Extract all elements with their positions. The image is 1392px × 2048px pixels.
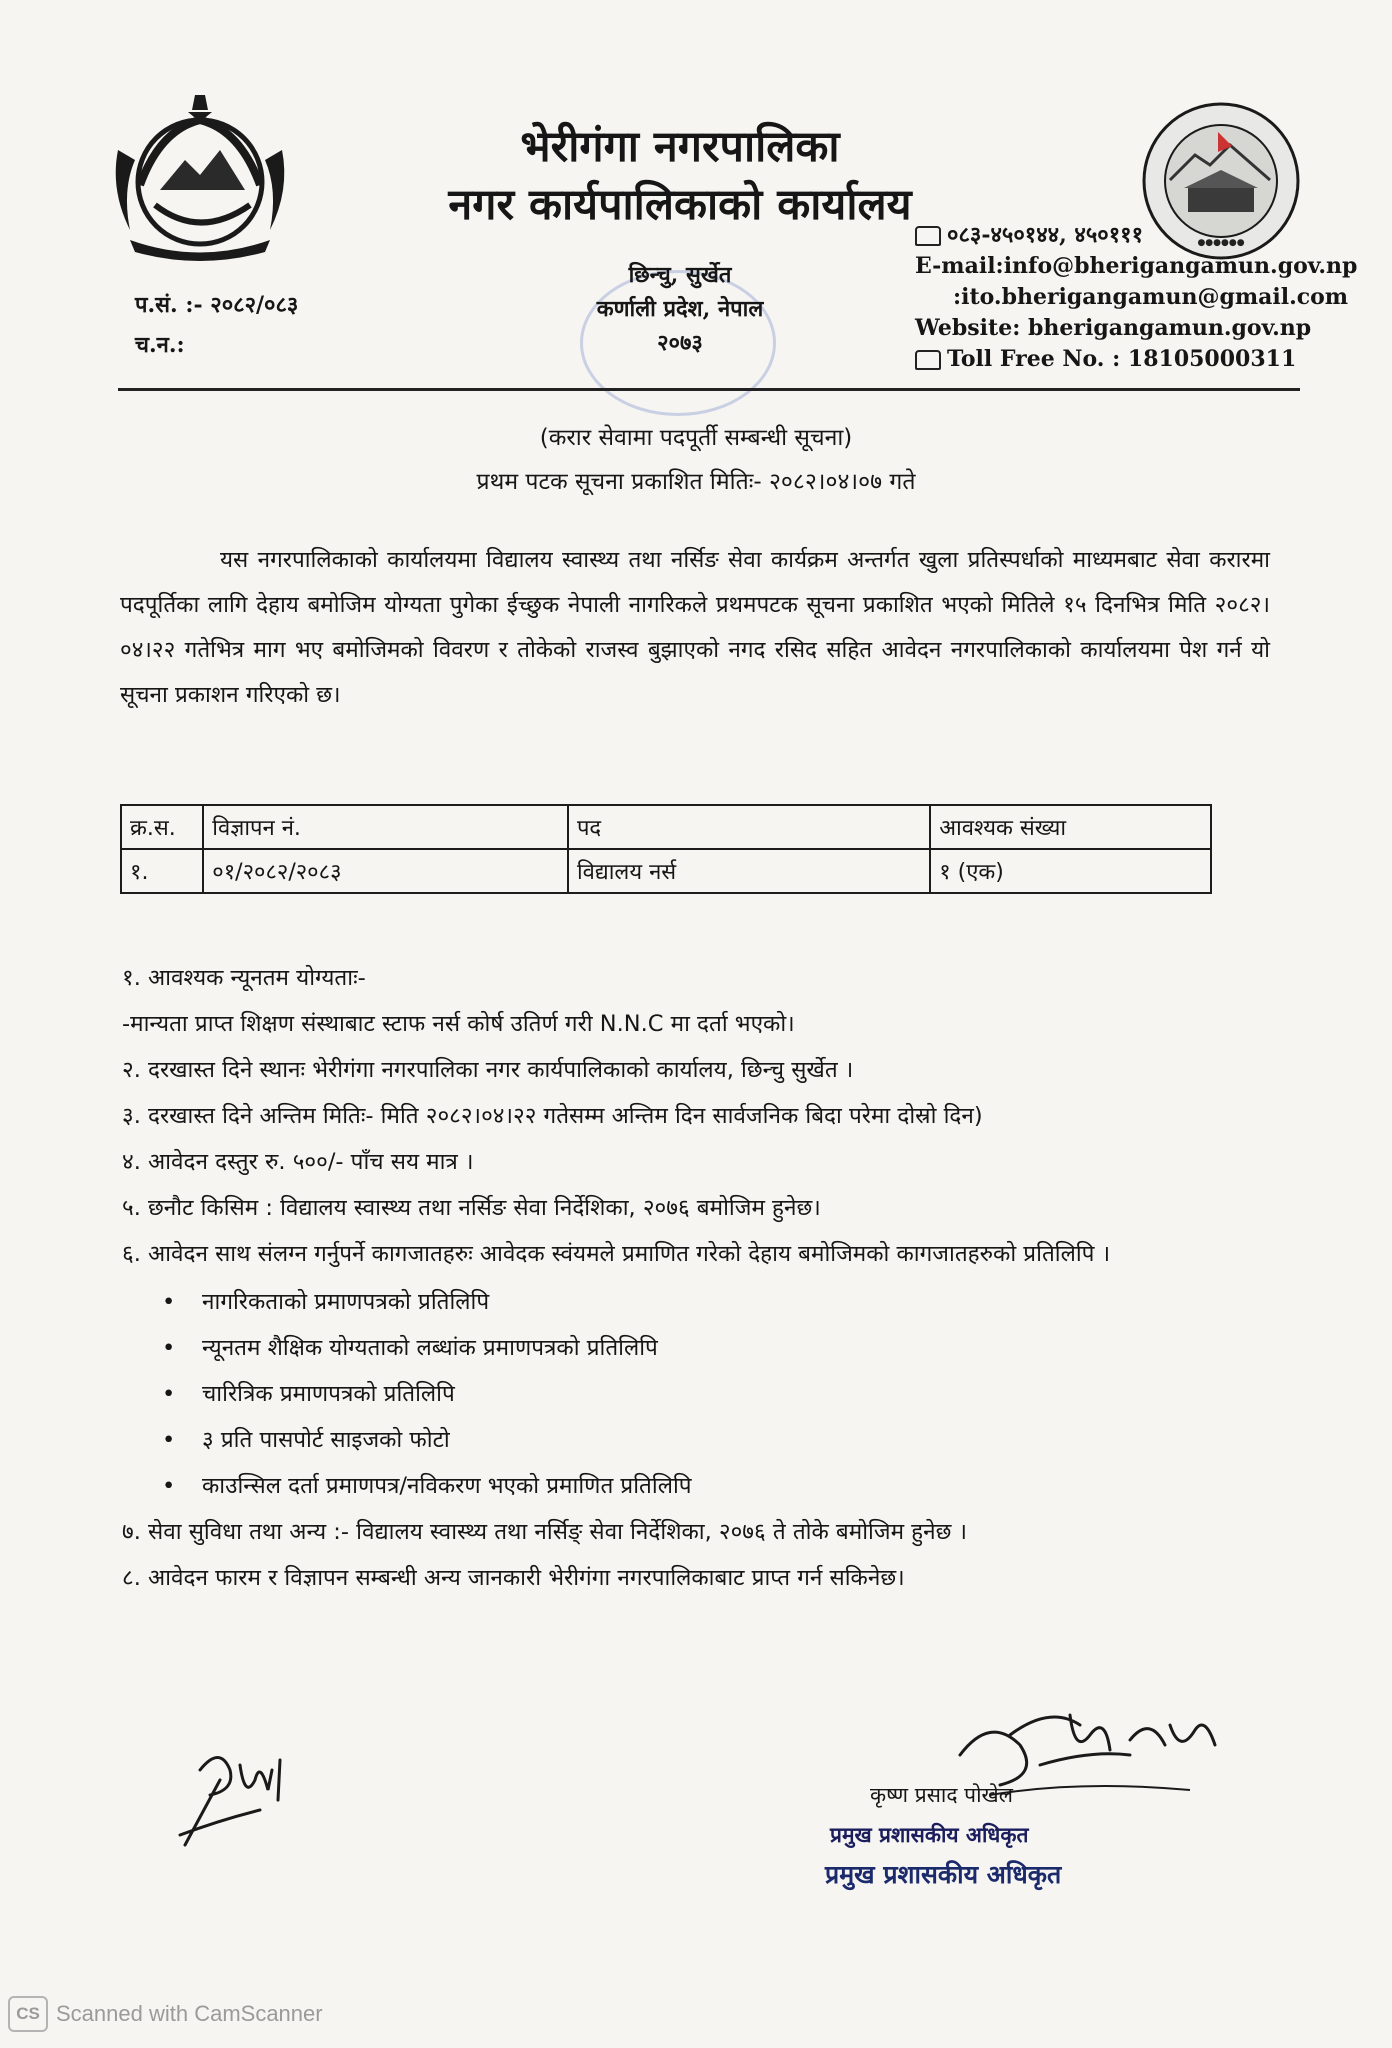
signatory-designation-stamp: प्रमुख प्रशासकीय अधिकृत xyxy=(830,1822,1029,1847)
requirements-list xyxy=(122,955,1272,1601)
table-header-cell: पद xyxy=(568,805,930,849)
website-line xyxy=(915,313,1357,344)
nepal-emblem-icon xyxy=(100,90,300,265)
table-cell: १ (एक) xyxy=(930,849,1211,893)
list-item: • नागरिकताको प्रमाणपत्रको प्रतिलिपि xyxy=(202,1279,1272,1325)
left-signature-icon xyxy=(160,1740,320,1850)
requirement-item: ८. आवेदन फारम र विज्ञापन सम्बन्धी अन्य जानकारी भेरीगंगा नगरपालिकाबाट प्राप्त गर्न सकिनेछ। xyxy=(122,1565,905,1591)
toll-free-line xyxy=(915,344,1357,375)
table-header-cell: आवश्यक संख्या xyxy=(930,805,1211,849)
notice-body: यस नगरपालिकाको कार्यालयमा विद्यालय स्वास्थ्य तथा नर्सिङ सेवा कार्यक्रम अन्तर्गत खुला प्रतिस्पर्धाको माध्यमबाट सेवा करारमा पदपूर्तिका लागि देहाय बमोजिम योग्यता पुगेका ईच्छुक नेपाली नागरिकले प्रथमपटक सूचना प्रकाशित भएको मितिले १५ दिनभित्र मिति २०८२।०४।२२ गतेभित्र माग भए बमोजिमको विवरण र तोकेको राजस्व बुझाएको नगद रसिद सहित आवेदन नगरपालिकाको कार्यालयमा पेश गर्न यो सूचना प्रकाशन गरिएको छ। xyxy=(120,547,1270,708)
list-item: • ३ प्रति पासपोर्ट साइजको फोटो xyxy=(202,1417,1272,1463)
vacancy-table xyxy=(120,804,1212,894)
email-primary[interactable]: info@bherigangamun.gov.np xyxy=(1003,253,1358,279)
table-header-cell: विज्ञापन नं. xyxy=(203,805,568,849)
organization-name: भेरीगंगा नगरपालिका xyxy=(520,122,840,172)
table-cell: ०१/२०८२/२०८३ xyxy=(203,849,568,893)
email-line xyxy=(915,251,1357,282)
email-label: E-mail: xyxy=(915,253,1004,279)
requirement-item: ५. छनौट किसिम : विद्यालय स्वास्थ्य तथा नर्सिङ सेवा निर्देशिका, २०७६ बमोजिम हुनेछ। xyxy=(122,1195,821,1221)
table-cell: विद्यालय नर्स xyxy=(568,849,930,893)
email-secondary[interactable]: :ito.bherigangamun@gmail.com xyxy=(953,284,1349,310)
requirement-detail: -मान्यता प्राप्त शिक्षण संस्थाबाट स्टाफ नर्स कोर्ष उतिर्ण गरी N.N.C मा दर्ता भएको। xyxy=(122,1011,795,1037)
table-header-row xyxy=(121,805,1211,849)
address-line-1: छिन्चु, सुर्खेत xyxy=(628,262,732,288)
list-item: • चारित्रिक प्रमाणपत्रको प्रतिलिपि xyxy=(202,1371,1272,1417)
signatory-name: कृष्ण प्रसाद पोखेल xyxy=(870,1783,1013,1807)
header-divider xyxy=(118,388,1300,391)
toll-free-phone-icon xyxy=(915,350,941,370)
website-link[interactable]: bherigangamun.gov.np xyxy=(1028,315,1312,341)
table-cell: १. xyxy=(121,849,203,893)
svg-text:●●●●●●: ●●●●●● xyxy=(1197,238,1245,248)
signatory-block xyxy=(825,1775,1062,1895)
table-header-cell: क्र.स. xyxy=(121,805,203,849)
reference-block xyxy=(135,285,298,365)
phone-icon xyxy=(915,226,941,246)
requirement-item: ३. दरखास्त दिने अन्तिम मितिः- मिति २०८२।०४।२२ गतेसम्म अन्तिम दिन सार्वजनिक बिदा परेमा दोस्रो दिन) xyxy=(122,1103,983,1129)
dispatch-number: च.न.: xyxy=(135,332,185,358)
requirement-item: ४. आवेदन दस्तुर रु. ५००/- पाँच सय मात्र । xyxy=(122,1149,474,1175)
list-item: • काउन्सिल दर्ता प्रमाणपत्र/नविकरण भएको प्रमाणित प्रतिलिपि xyxy=(202,1463,1272,1509)
scanner-watermark xyxy=(8,1996,323,2032)
notice-published-date: प्रथम पटक सूचना प्रकाशित मितिः- २०८२।०४।०७ गते xyxy=(476,469,916,495)
requirement-item: ७. सेवा सुविधा तथा अन्य :- विद्यालय स्वास्थ्य तथा नर्सिङ् सेवा निर्देशिका, २०७६ ते तोके बमोजिम हुनेछ । xyxy=(122,1519,968,1545)
list-item: • न्यूनतम शैक्षिक योग्यताको लब्धांक प्रमाणपत्रको प्रतिलिपि xyxy=(202,1325,1272,1371)
address-line-3: २०७३ xyxy=(657,330,703,356)
toll-free-label: Toll Free No. : xyxy=(947,346,1121,372)
camscanner-logo-icon: CS xyxy=(8,1996,48,2032)
requirement-item: ६. आवेदन साथ संलग्न गर्नुपर्ने कागजातहरुः आवेदक स्वंयमले प्रमाणित गरेको देहाय बमोजिमको कागजातहरुको प्रतिलिपि । xyxy=(122,1241,1111,1267)
scanner-text: Scanned with CamScanner xyxy=(56,2001,323,2026)
phone-number: ०८३-४५०१४४, ४५०१११ xyxy=(947,222,1144,248)
toll-free-number: 18105000311 xyxy=(1127,346,1297,372)
address-line-2: कर्णाली प्रदेश, नेपाल xyxy=(596,296,764,322)
table-row xyxy=(121,849,1211,893)
office-name: नगर कार्यपालिकाको कार्यालय xyxy=(448,180,912,230)
notice-title: (करार सेवामा पदपूर्ती सम्बन्धी सूचना) xyxy=(539,425,853,451)
documents-list xyxy=(122,1279,1272,1509)
requirement-item: २. दरखास्त दिने स्थानः भेरीगंगा नगरपालिका नगर कार्यपालिकाको कार्यालय, छिन्चु सुर्खेत । xyxy=(122,1057,854,1083)
signatory-designation: प्रमुख प्रशासकीय अधिकृत xyxy=(825,1860,1062,1889)
reference-number: प.सं. :- २०८२/०८३ xyxy=(135,292,299,318)
website-label: Website: xyxy=(915,315,1021,341)
requirement-item: १. आवश्यक न्यूनतम योग्यताः- xyxy=(122,965,366,991)
phone-line xyxy=(915,220,1357,251)
contact-block xyxy=(915,220,1357,375)
